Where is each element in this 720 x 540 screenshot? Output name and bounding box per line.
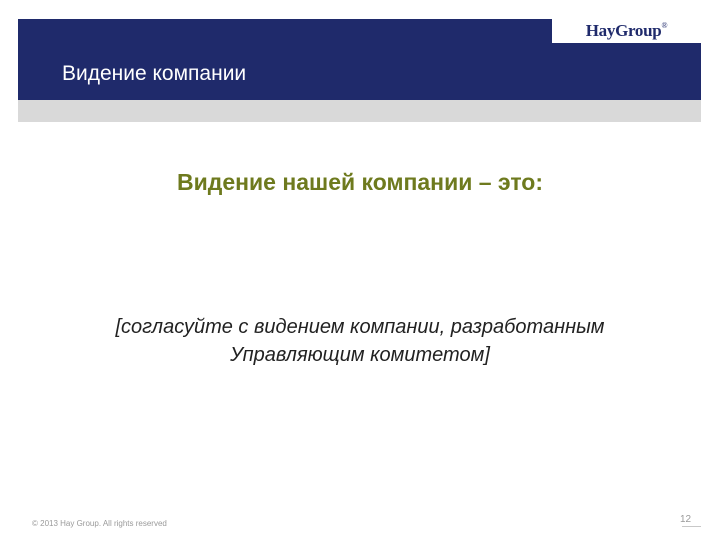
copyright-notice: © 2013 Hay Group. All rights reserved [32,519,167,528]
placeholder-line-1: [согласуйте с видением компании, разработанным [115,316,605,338]
page-number-underline [682,526,701,527]
header-divider-bar [18,100,701,122]
slide-title: Видение компании [62,62,247,85]
logo-registered-mark: ® [661,21,668,30]
haygroup-logo [552,19,701,43]
vision-heading: Видение нашей компании – это: [177,169,543,195]
logo-brand: HayGroup [585,21,662,40]
page-number: 12 [680,514,692,525]
logo-text [586,21,667,41]
placeholder-instruction [40,313,680,369]
placeholder-line-2: Управляющим комитетом] [230,344,490,366]
